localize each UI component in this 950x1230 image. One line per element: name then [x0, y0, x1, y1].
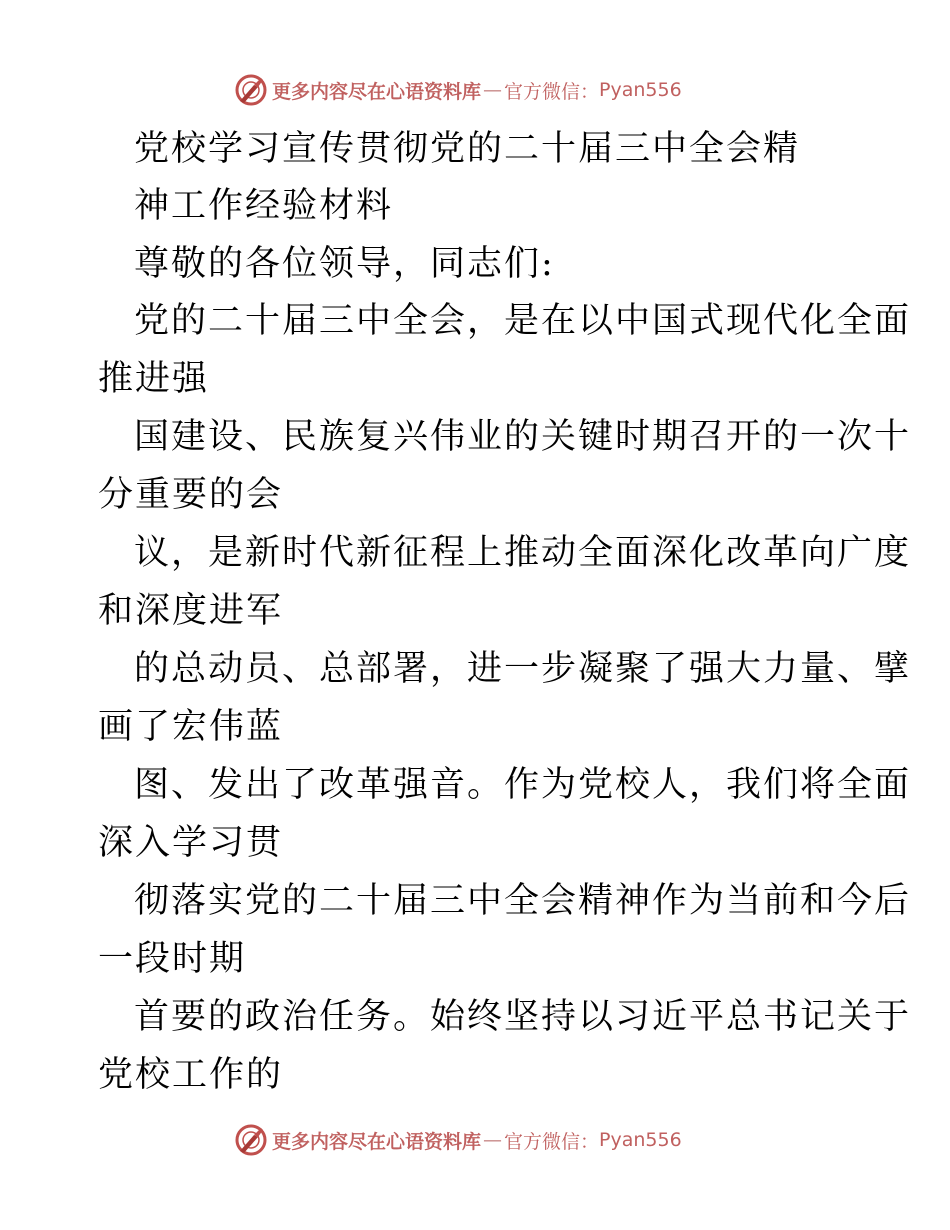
body-line: 国建设、民族复兴伟业的关键时期召开的一次十 — [134, 417, 912, 457]
footer-banner — [234, 1122, 682, 1158]
body-line: 分重要的会 — [98, 475, 284, 515]
body-line: 和深度进军 — [98, 591, 284, 631]
body-line: 党校工作的 — [98, 1055, 284, 1095]
body-line: 彻落实党的二十届三中全会精神作为当前和今后 — [134, 881, 912, 921]
banner-dash: — — [483, 1129, 503, 1151]
banner-site-name: 更多内容尽在心语资料库 — [272, 80, 482, 103]
body-line: 图、发出了改革强音。作为党校人，我们将全面 — [134, 765, 912, 805]
banner-site-name: 更多内容尽在心语资料库 — [272, 1130, 482, 1153]
banner-wechat-label: 官方微信： — [504, 1130, 600, 1153]
salutation: 尊敬的各位领导，同志们: — [134, 244, 555, 284]
body-line: 议，是新时代新征程上推动全面深化改革向广度 — [134, 533, 912, 573]
title-line-2: 神工作经验材料 — [134, 186, 394, 226]
banner-wechat-label: 官方微信： — [504, 80, 600, 103]
header-banner — [234, 72, 682, 108]
pen-logo-icon — [234, 1123, 268, 1157]
body-line: 深入学习贯 — [98, 823, 284, 863]
banner-wechat-id: Pyan556 — [599, 1129, 682, 1151]
body-line: 的总动员、总部署，进一步凝聚了强大力量、擘 — [134, 649, 912, 689]
banner-wechat-id: Pyan556 — [599, 79, 682, 101]
banner-dash: — — [483, 79, 503, 101]
body-line: 推进强 — [98, 359, 210, 399]
body-line: 画了宏伟蓝 — [98, 707, 284, 747]
body-line: 首要的政治任务。始终坚持以习近平总书记关于 — [134, 997, 912, 1037]
body-line: 党的二十届三中全会，是在以中国式现代化全面 — [134, 301, 912, 341]
body-line: 一段时期 — [98, 939, 247, 979]
pen-logo-icon — [234, 73, 268, 107]
title-line-1: 党校学习宣传贯彻党的二十届三中全会精 — [134, 129, 801, 169]
